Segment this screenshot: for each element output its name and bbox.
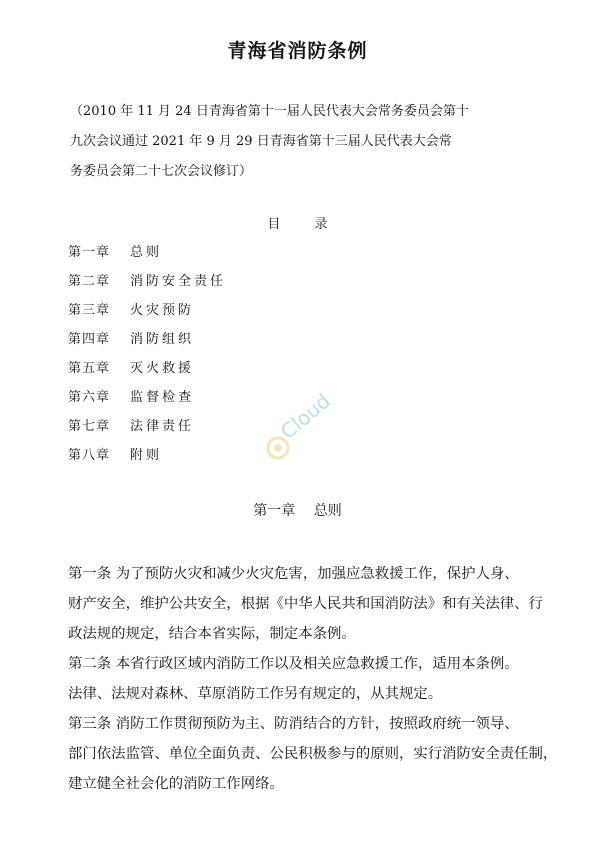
document-title: 青海省消防条例 <box>227 40 368 62</box>
preamble-line: 务委员会第二十七次会议修订） <box>70 164 253 179</box>
toc-chapter-name: 火灾预防 <box>130 303 195 318</box>
toc-chapter-name: 附则 <box>130 448 163 463</box>
toc-chapter-name: 消防安全责任 <box>130 274 227 289</box>
toc-heading: 目 录 <box>267 217 328 232</box>
toc-item <box>68 238 368 267</box>
cloud-watermark-logo <box>258 380 348 470</box>
body-line: 财产安全，维护公共安全，根据《中华人民共和国消防法》和有关法律、行 <box>68 596 543 612</box>
body-line: 政法规的规定，结合本省实际，制定本条例。 <box>68 626 356 642</box>
toc-chapter-number: 第二章 <box>68 274 111 289</box>
toc-item <box>68 354 368 383</box>
preamble-line: （2010 年 11 月 24 日青海省第十一届人民代表大会常务委员会第十 <box>70 104 469 119</box>
toc-chapter-number: 第四章 <box>68 332 111 347</box>
watermark-text: Cloud <box>275 388 335 444</box>
chapter-heading: 第一章 总则 <box>253 503 342 519</box>
toc-item <box>68 325 368 354</box>
toc-chapter-number: 第一章 <box>68 245 111 260</box>
toc-chapter-name: 法律责任 <box>130 419 195 434</box>
toc-chapter-number: 第七章 <box>68 419 111 434</box>
body-line: 建立健全社会化的消防工作网络。 <box>68 776 284 792</box>
body-line: 法律、法规对森林、草原消防工作另有规定的，从其规定。 <box>68 686 443 702</box>
toc-chapter-number: 第三章 <box>68 303 111 318</box>
toc-chapter-name: 监督检查 <box>130 390 195 405</box>
body-line: 部门依法监管、单位全面负责、公民积极参与的原则，实行消防安全责任制， <box>68 746 558 762</box>
toc-chapter-number: 第八章 <box>68 448 111 463</box>
toc-item <box>68 267 368 296</box>
body-line: 第二条 本省行政区域内消防工作以及相关应急救援工作，适用本条例。 <box>68 656 519 672</box>
toc-chapter-name: 消防组织 <box>130 332 195 347</box>
body-line: 第三条 消防工作贯彻预防为主、防消结合的方针，按照政府统一领导、 <box>68 716 519 732</box>
toc-chapter-name: 总则 <box>130 245 163 260</box>
toc-chapter-name: 灭火救援 <box>130 361 195 376</box>
preamble-line: 九次会议通过 2021 年 9 月 29 日青海省第十三届人民代表大会常 <box>70 134 452 149</box>
toc-chapter-number: 第五章 <box>68 361 111 376</box>
toc-chapter-number: 第六章 <box>68 390 111 405</box>
toc-item <box>68 296 368 325</box>
article-body <box>68 559 558 799</box>
preamble <box>70 97 530 187</box>
body-line: 第一条 为了预防火灾和减少火灾危害，加强应急救援工作，保护人身、 <box>68 566 519 582</box>
